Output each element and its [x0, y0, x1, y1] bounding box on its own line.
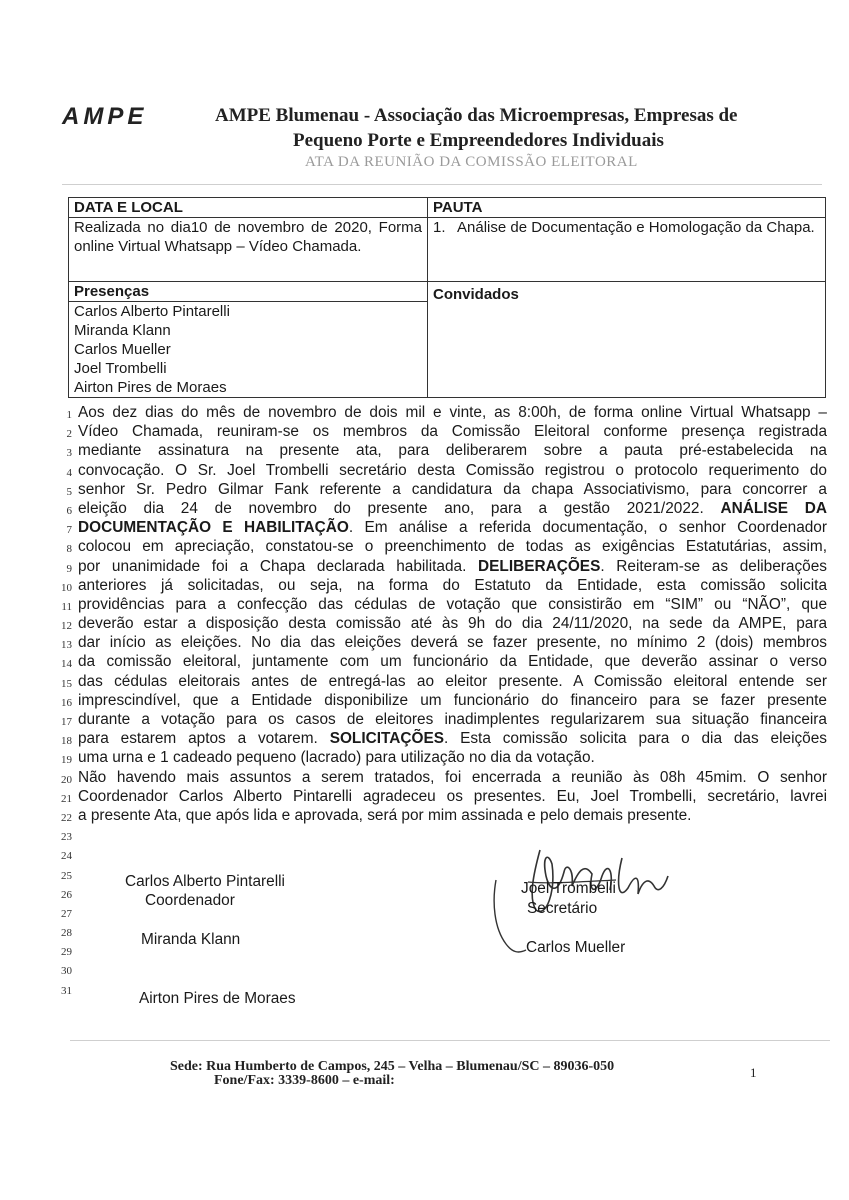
attendee: Joel Trombelli: [74, 360, 167, 377]
line-number: 7: [66, 524, 72, 537]
footer-divider: [70, 1040, 830, 1041]
line-number: 17: [61, 716, 72, 728]
pauta-header: PAUTA: [428, 198, 826, 218]
line-number: 16: [61, 696, 72, 709]
minutes-line: [57, 403, 827, 422]
text-run: das cédulas eleitorais antes de entregá-las ao eleitor presente. A Comissão eleitoral entende ser: [78, 672, 827, 690]
text-run: a presente Ata, que após lida e aprovada, será por mim assinada e pelo demais presente.: [78, 806, 692, 824]
footer-phone: Fone/Fax: 3339-8600 – e-mail:: [214, 1073, 395, 1088]
line-text: [78, 787, 827, 806]
pauta-item-number: 1.: [433, 219, 446, 236]
text-run: senhor Sr. Pedro Gilmar Fank referente a candidatura da chapa Associativismo, para concorrer a: [78, 480, 827, 498]
coordinator-role: Coordenador: [145, 892, 235, 909]
line-number: 23: [61, 831, 72, 844]
section-heading: DOCUMENTAÇÃO E HABILITAÇÃO: [78, 519, 349, 537]
line-number: 13: [61, 639, 72, 652]
section-heading: SOLICITAÇÕES: [329, 730, 444, 748]
presencas-header: Presenças: [69, 282, 428, 302]
text-run: deverão estar a disposição desta comissão até às 9h do dia 24/11/2020, na sede da AMPE, para: [78, 615, 827, 633]
line-text: [78, 441, 827, 460]
line-text: [78, 422, 827, 441]
convidados-header: Convidados: [428, 282, 826, 398]
text-run: anteriores já solicitadas, ou seja, na forma do Estatuto da Entidade, esta comissão solicita: [78, 576, 827, 594]
text-run: Vídeo Chamada, reuniram-se os membros da Comissão Eleitoral conforme presença registrada: [78, 423, 827, 441]
header-title-line2: Pequeno Porte e Empreendedores Individuais: [293, 130, 664, 151]
minutes-line: [57, 576, 827, 595]
line-number: 28: [61, 927, 72, 940]
line-number: 15: [61, 677, 72, 690]
line-text: [78, 652, 827, 671]
line-number: 30: [61, 965, 72, 978]
minutes-line: [57, 787, 827, 806]
line-number: 22: [61, 811, 72, 824]
line-number: 3: [66, 447, 72, 460]
line-number: 10: [61, 581, 72, 594]
line-text: [78, 614, 827, 633]
line-text: [78, 518, 827, 537]
minutes-line: [57, 710, 827, 729]
text-run: . Esta comissão solicita para o dia das eleições: [443, 730, 827, 748]
page-number: 1: [750, 1065, 757, 1080]
meeting-info-table: [68, 197, 826, 398]
line-number: 29: [61, 946, 72, 959]
minutes-line: [57, 672, 827, 691]
text-run: da comissão eleitoral, juntamente com um funcionário da Entidade, que deverão assinar o verso: [78, 653, 827, 671]
coordinator-name: Carlos Alberto Pintarelli: [125, 873, 285, 890]
line-number: 1: [66, 409, 72, 421]
attendee: Airton Pires de Moraes: [74, 379, 227, 396]
minutes-line: [57, 614, 827, 633]
secretary-name: Joel Trombelli: [521, 880, 616, 897]
minutes-line: [57, 844, 827, 863]
line-text: [78, 403, 827, 422]
pauta-item-text: Análise de Documentação e Homologação da Chapa.: [457, 219, 815, 236]
text-run: por unanimidade foi a Chapa declarada habilitada.: [78, 557, 479, 575]
line-number: 12: [61, 620, 72, 633]
minutes-line: [57, 595, 827, 614]
minutes-line: [57, 422, 827, 441]
line-number: 18: [61, 735, 72, 748]
line-text: [78, 710, 827, 729]
text-run: para estarem aptos a votarem.: [78, 730, 330, 748]
attendee: Carlos Mueller: [74, 341, 171, 358]
line-number: 14: [61, 658, 72, 671]
text-run: uma urna e 1 cadeado pequeno (lacrado) para utilização no dia da votação.: [78, 749, 595, 767]
footer-address: Sede: Rua Humberto de Campos, 245 – Velha – Blumenau/SC – 89036-050: [170, 1059, 615, 1074]
line-text: [78, 691, 827, 710]
data-local-header: DATA E LOCAL: [69, 198, 428, 218]
line-text: [78, 633, 827, 652]
line-text: [78, 825, 827, 844]
minutes-line: [57, 557, 827, 576]
line-number: 19: [61, 754, 72, 767]
text-run: Coordenador Carlos Alberto Pintarelli agradeceu os presentes. Eu, Joel Trombelli, secretário, lavrei: [78, 787, 827, 805]
minutes-line: [57, 652, 827, 671]
line-number: 26: [61, 888, 72, 901]
minutes-line: [57, 748, 827, 767]
member-airton: Airton Pires de Moraes: [139, 990, 296, 1007]
line-text: [78, 672, 827, 691]
member-miranda: Miranda Klann: [141, 931, 241, 948]
section-heading: ANÁLISE DA: [720, 499, 827, 517]
document-subtitle: ATA DA REUNIÃO DA COMISSÃO ELEITORAL: [305, 154, 638, 170]
text-run: . Reiteram-se as deliberações: [600, 557, 827, 575]
text-run: colocou em apreciação, constatou-se o preenchimento de todas as exigências Estatutárias, assim,: [78, 538, 827, 556]
line-text: [78, 959, 827, 978]
text-run: convocação. O Sr. Joel Trombelli secretário desta Comissão registrou o protocolo requerimento do: [78, 461, 827, 479]
line-text: [78, 480, 827, 499]
member-carlos-mueller: Carlos Mueller: [526, 939, 626, 956]
text-run: providências para a confecção das cédulas de votação que consistirão em “SIM” ou “NÃO”, que: [78, 595, 827, 613]
minutes-line: [57, 441, 827, 460]
minutes-line: [57, 691, 827, 710]
line-text: [78, 537, 827, 556]
text-run: Não havendo mais assuntos a serem tratados, foi encerrada a reunião às 08h 45mim. O senhor: [78, 768, 827, 786]
minutes-line: [57, 959, 827, 978]
line-number: 20: [61, 773, 72, 786]
line-text: [78, 557, 827, 576]
line-number: 27: [61, 907, 72, 920]
line-number: 9: [66, 562, 72, 575]
minutes-line: [57, 633, 827, 652]
minutes-line: [57, 537, 827, 556]
line-number: 25: [61, 869, 72, 882]
line-text: [78, 499, 827, 518]
text-run: imprescindível, que a Entidade disponibilize um funcionário do financeiro para se fazer presente: [78, 691, 827, 709]
text-run: Aos dez dias do mês de novembro de dois mil e vinte, as 8:00h, de forma online Virtual Whatsapp –: [78, 404, 827, 421]
line-number: 2: [66, 428, 72, 441]
line-number: 31: [61, 984, 72, 997]
minutes-line: [57, 480, 827, 499]
line-number: 11: [61, 600, 72, 613]
section-heading: DELIBERAÇÕES: [478, 557, 601, 575]
minutes-line: [57, 729, 827, 748]
header-divider: [62, 184, 822, 185]
minutes-line: [57, 518, 827, 537]
line-text: [78, 768, 827, 787]
pauta-item: [433, 218, 820, 237]
line-text: [78, 844, 827, 863]
line-number: 8: [66, 543, 72, 556]
line-text: [78, 748, 827, 767]
text-run: mediante assinatura na presente ata, para deliberarem sobre a pauta pré-estabelecida na: [78, 442, 827, 460]
line-number: 5: [66, 485, 72, 498]
line-number: 6: [66, 504, 72, 517]
line-number: 24: [61, 850, 72, 863]
line-text: [78, 806, 827, 825]
presencas-list: [69, 302, 428, 398]
text-run: dar início as eleições. No dia das eleições deverá se fazer presente, no mínimo 2 (dois) membros: [78, 634, 827, 652]
secretary-role: Secretário: [527, 900, 598, 917]
text-run: . Em análise a referida documentação, o senhor Coordenador: [348, 519, 827, 537]
minutes-line: [57, 806, 827, 825]
line-number: 4: [66, 466, 72, 479]
data-local-text: Realizada no dia10 de novembro de 2020, Forma online Virtual Whatsapp – Vídeo Chamada.: [69, 218, 428, 282]
pauta-cell: [428, 218, 826, 282]
line-text: [78, 595, 827, 614]
minutes-line: [57, 825, 827, 844]
line-text: [78, 461, 827, 480]
minutes-line: [57, 461, 827, 480]
line-number: 21: [61, 792, 72, 805]
header-title-line1: AMPE Blumenau - Associação das Microempresas, Empresas de: [215, 105, 738, 126]
text-run: durante a votação para os casos de eleitores inadimplentes regularizarem sua situação financeira: [78, 711, 827, 728]
minutes-line: [57, 499, 827, 518]
attendee: Miranda Klann: [74, 322, 171, 339]
line-text: [78, 576, 827, 595]
minutes-line: [57, 768, 827, 787]
line-text: [78, 729, 827, 748]
ampe-logo: AMPE: [62, 103, 148, 130]
attendee: Carlos Alberto Pintarelli: [74, 303, 230, 320]
text-run: eleição dia 24 de novembro do presente ano, para a gestão 2021/2022.: [78, 499, 721, 517]
